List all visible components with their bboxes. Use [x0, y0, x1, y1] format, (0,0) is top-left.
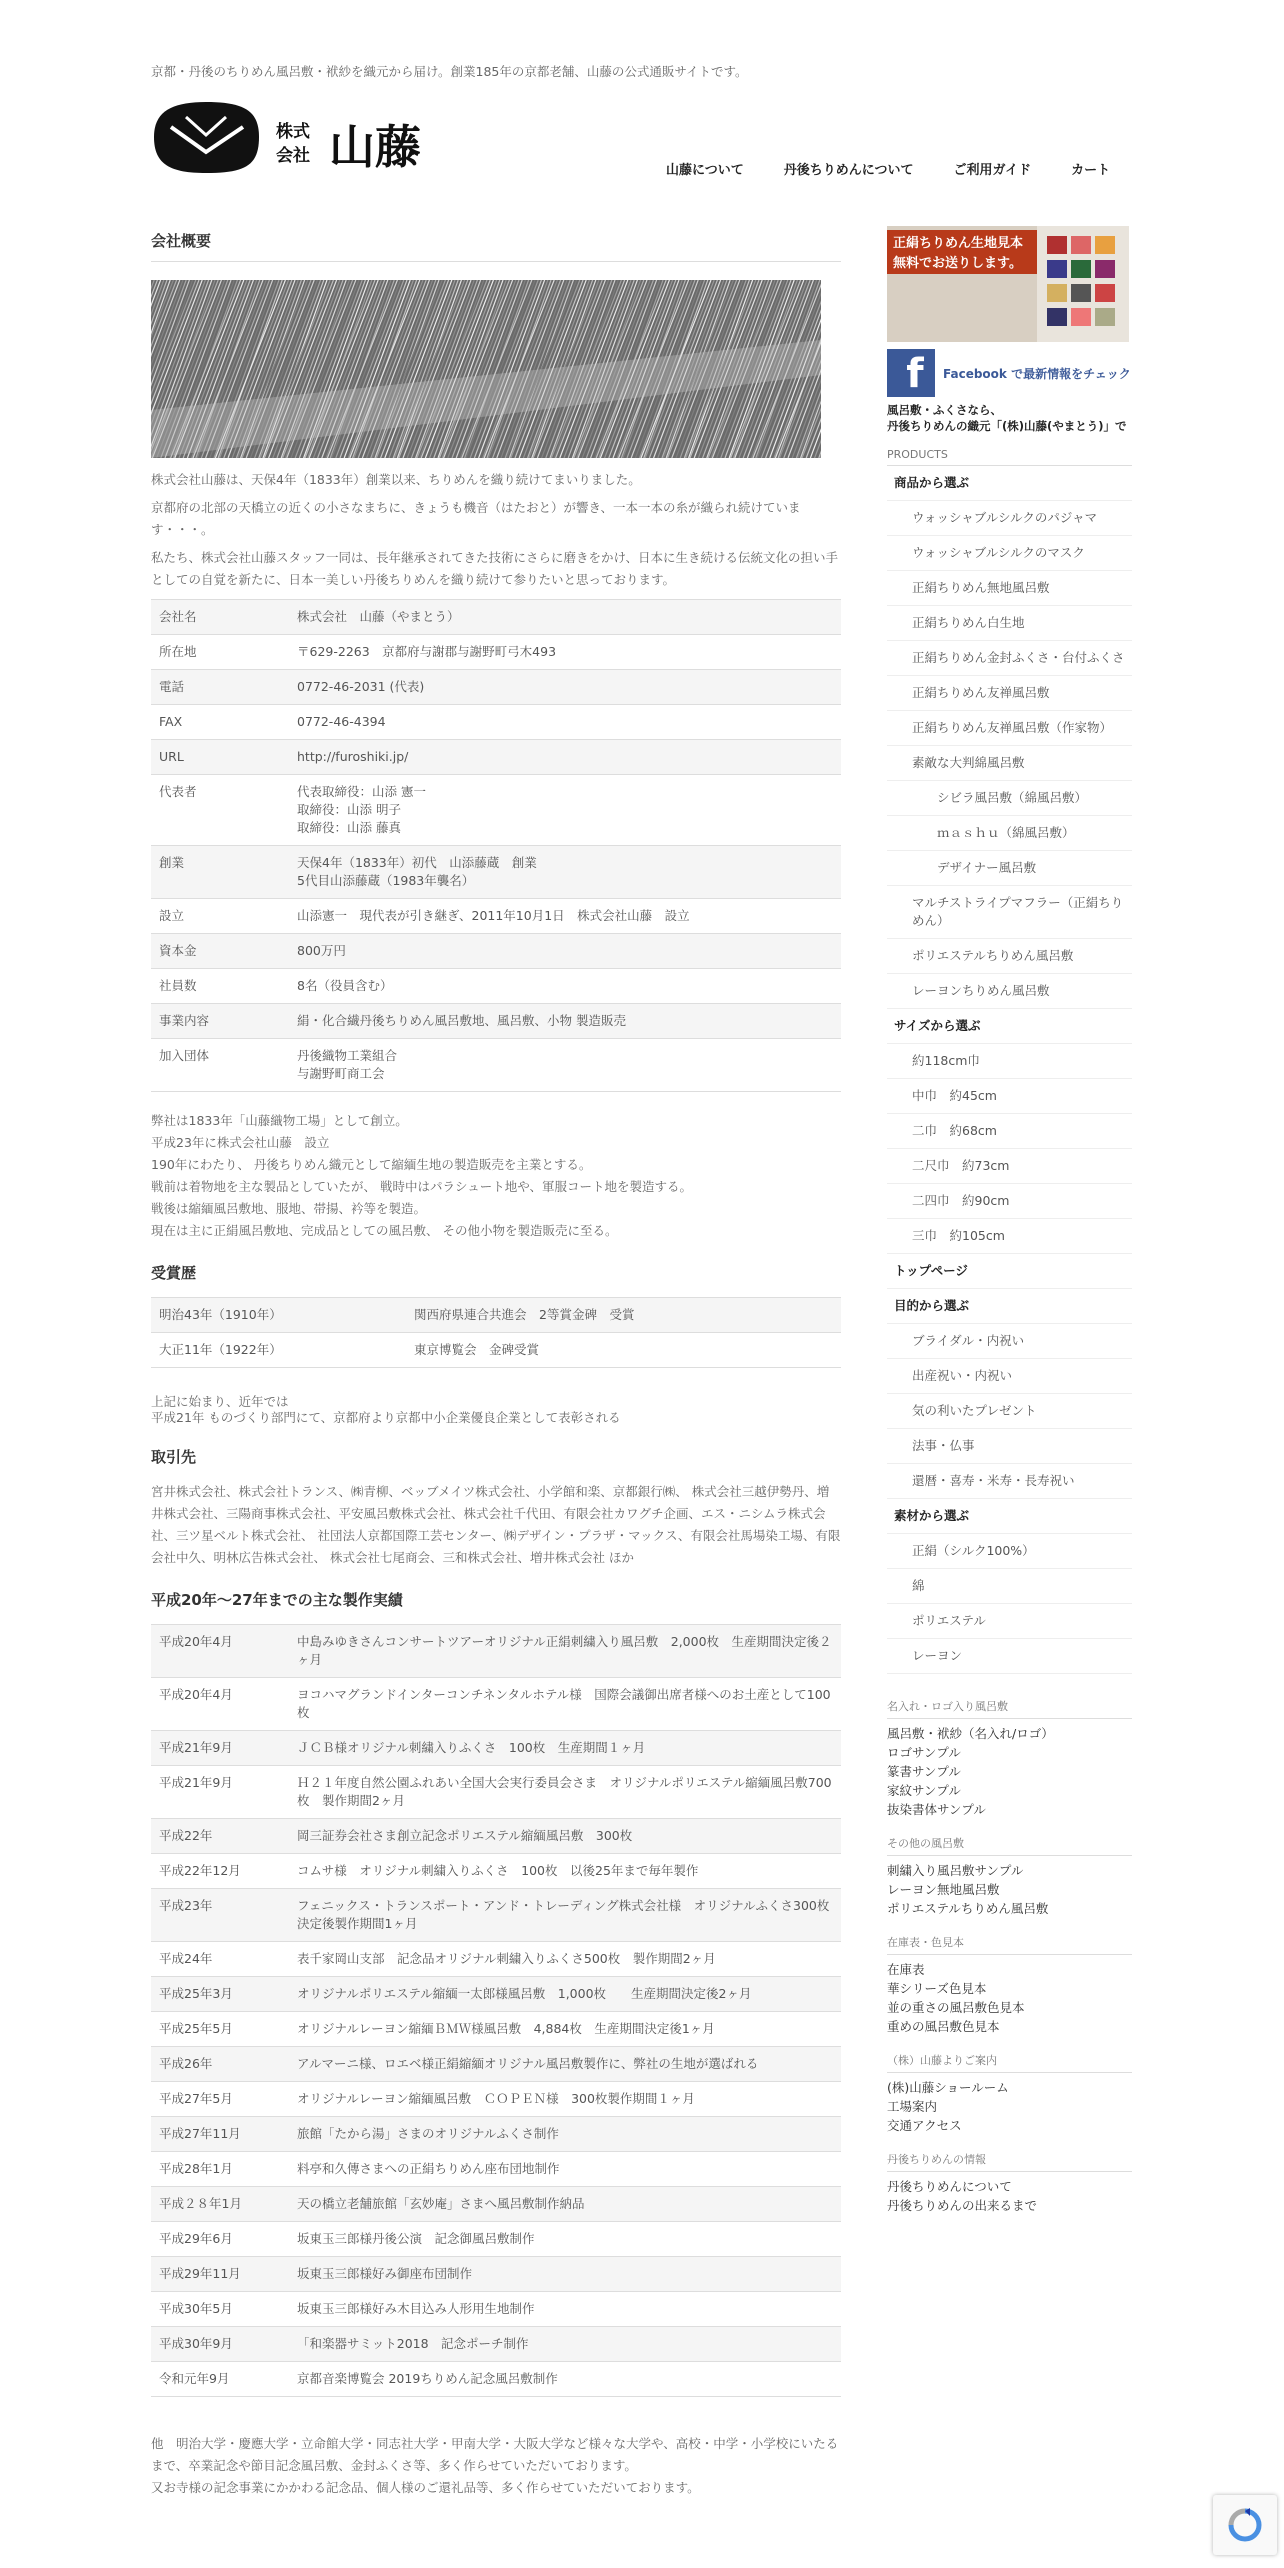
sidebar-link[interactable]: 工場案内 — [887, 2099, 938, 2114]
history-line: 190年にわたり、 丹後ちりめん織元として縮緬生地の製造販売を主業とする。 — [151, 1157, 592, 1172]
sidebar-group-list — [887, 2177, 1132, 2215]
sidebar-link[interactable]: 刺繍入り風呂敷サンプル — [887, 1863, 1024, 1878]
sidebar-group-list — [887, 1960, 1132, 2036]
row-label: 創業 — [151, 846, 289, 899]
footer-note — [151, 2433, 841, 2499]
svg-text:山藤: 山藤 — [329, 120, 421, 174]
row-label: 平成21年9月 — [151, 1766, 289, 1819]
row-label: 令和元年9月 — [151, 2362, 289, 2397]
category-item[interactable]: レーヨンちりめん風呂敷 — [887, 974, 1132, 1009]
works-heading: 平成20年～27年までの主な製作実績 — [151, 1591, 403, 1609]
row-value: 岡三証券会社さま創立記念ポリエステル縮緬風呂敷 300枚 — [289, 1819, 841, 1854]
catch-line: 丹後ちりめんの織元「(株)山藤(やまとう)」で — [887, 419, 1127, 433]
table-row — [151, 2222, 841, 2257]
table-row — [151, 705, 841, 740]
row-value: 中島みゆきさんコンサートツアーオリジナル正絹刺繍入り風呂敷 2,000枚 生産期間決定後２ヶ月 — [289, 1625, 841, 1678]
row-label: 平成27年11月 — [151, 2117, 289, 2152]
category-item[interactable]: ポリエステルちりめん風呂敷 — [887, 939, 1132, 974]
catch-line: 風呂敷・ふくさなら、 — [887, 403, 1002, 417]
table-row — [151, 1889, 841, 1942]
row-label: 平成30年5月 — [151, 2292, 289, 2327]
category-item[interactable]: ｍａｓｈｕ（綿風呂敷） — [887, 816, 1132, 851]
sidebar-group-list — [887, 2078, 1132, 2135]
intro-text: 私たち、株式会社山藤スタッフ一同は、長年継承されてきた技術にさらに磨きをかけ、日本に生き続ける伝統文化の担い手としての自覚を新たに、日本一美しい丹後ちりめんを織り続けて参りたいと思っております。 — [151, 550, 839, 587]
global-nav — [666, 159, 1110, 178]
row-value: 料亭和久傳さまへの正絹ちりめん座布団地制作 — [289, 2152, 841, 2187]
row-value: 坂東玉三郎様好み木目込み人形用生地制作 — [289, 2292, 841, 2327]
row-label: URL — [151, 740, 289, 775]
sidebar-link[interactable]: ポリエステルちりめん風呂敷 — [887, 1901, 1049, 1916]
category-heading[interactable]: トップページ — [887, 1254, 1132, 1289]
row-value: 代表取締役：山添 憲一 取締役：山添 明子 取締役：山添 藤真 — [289, 775, 841, 846]
sidebar-link[interactable]: 篆書サンプル — [887, 1764, 961, 1779]
category-heading[interactable]: 商品から選ぶ — [887, 466, 1132, 501]
category-item[interactable]: レーヨン — [887, 1639, 1132, 1674]
category-item[interactable]: シビラ風呂敷（綿風呂敷） — [887, 781, 1132, 816]
table-row — [151, 740, 841, 775]
category-item[interactable]: 正絹ちりめん金封ふくさ・台付ふくさ — [887, 641, 1132, 676]
row-label: 明治43年（1910年） — [151, 1298, 406, 1333]
row-value: 0772-46-2031 (代表) — [289, 670, 841, 705]
row-value: 0772-46-4394 — [289, 705, 841, 740]
category-item[interactable]: 三巾 約105cm — [887, 1219, 1132, 1254]
sidebar-group-list — [887, 1861, 1132, 1918]
row-value: オリジナルレーヨン縮緬風呂敷 ＣＯＰＥＮ様 300枚製作期間１ヶ月 — [289, 2082, 841, 2117]
category-item[interactable]: 素敵な大判綿風呂敷 — [887, 746, 1132, 781]
row-value: 東京博覧会 金碑受賞 — [406, 1333, 841, 1368]
row-label: 電話 — [151, 670, 289, 705]
row-value: 坂東玉三郎様丹後公演 記念御風呂敷制作 — [289, 2222, 841, 2257]
table-row — [151, 600, 841, 635]
sidebar-group-heading: その他の風呂敷 — [887, 1835, 1132, 1856]
awards-heading: 受賞歴 — [151, 1264, 197, 1282]
row-label: 平成22年12月 — [151, 1854, 289, 1889]
footer-note-line: 他 明治大学・慶應大学・立命館大学・同志社大学・甲南大学・大阪大学など様々な大学や、高校・中学・小学校にいたるまで、卒業記念や節目記念風呂敷、金封ふくさ等、多く作らせていただいております。 — [151, 2436, 839, 2473]
row-value: アルマーニ様、ロエベ様正絹縮緬オリジナル風呂敷製作に、弊社の生地が選ばれる — [289, 2047, 841, 2082]
row-label: 事業内容 — [151, 1004, 289, 1039]
row-value: ヨコハマグランドインターコンチネンタルホテル様 国際会議御出席者様へのお土産として100枚 — [289, 1678, 841, 1731]
row-value: 表千家岡山支部 記念品オリジナル刺繍入りふくさ500枚 製作期間2ヶ月 — [289, 1942, 841, 1977]
row-value: 天保4年（1833年）初代 山添藤蔵 創業 5代目山添藤蔵（1983年襲名） — [289, 846, 841, 899]
sidebar-link[interactable]: 丹後ちりめんについて — [887, 2179, 1012, 2194]
footer-note-line: 又お寺様の記念事業にかかわる記念品、個人様のご還礼品等、多く作らせていただいております。 — [151, 2480, 700, 2495]
awards-note-line: 上記に始まり、近年では — [151, 1394, 289, 1409]
intro-text: 京都府の北部の天橋立の近くの小さなまちに、きょうも機音（はたおと）が響き、一本一本の糸が織られ続けています・・・。 — [151, 500, 801, 537]
sidebar-link[interactable]: 風呂敷・袱紗（名入れ/ロゴ） — [887, 1726, 1054, 1741]
table-row — [151, 670, 841, 705]
sidebar-group-heading: 在庫表・色見本 — [887, 1934, 1132, 1955]
table-row — [151, 2152, 841, 2187]
row-value: http://furoshiki.jp/ — [289, 740, 841, 775]
row-value: 丹後織物工業組合 与謝野町商工会 — [289, 1039, 841, 1092]
table-row — [151, 1731, 841, 1766]
nav-guide[interactable]: ご利用ガイド — [953, 163, 1032, 178]
row-value: 旅館「たから湯」さまのオリジナルふくさ制作 — [289, 2117, 841, 2152]
row-label: 平成20年4月 — [151, 1625, 289, 1678]
company-history — [151, 1110, 841, 1242]
row-value: 天の橋立老舗旅館「玄妙庵」さまへ風呂敷制作納品 — [289, 2187, 841, 2222]
category-item[interactable]: デザイナー風呂敷 — [887, 851, 1132, 886]
table-row — [151, 1625, 841, 1678]
category-item[interactable]: 正絹（シルク100%） — [887, 1534, 1132, 1569]
sidebar-link[interactable]: (株)山藤ショールーム — [887, 2080, 1009, 2095]
category-heading[interactable]: 目的から選ぶ — [887, 1289, 1132, 1324]
table-row — [151, 2362, 841, 2397]
row-label: 平成２８年1月 — [151, 2187, 289, 2222]
category-item[interactable]: 出産祝い・内祝い — [887, 1359, 1132, 1394]
row-label: 資本金 — [151, 934, 289, 969]
category-item[interactable]: 気の利いたプレゼント — [887, 1394, 1132, 1429]
category-item[interactable]: 正絹ちりめん友禅風呂敷 — [887, 676, 1132, 711]
row-value: 関西府県連合共進会 2等賞金碑 受賞 — [406, 1298, 841, 1333]
row-value: 絹・化合繊丹後ちりめん風呂敷地、風呂敷、小物 製造販売 — [289, 1004, 841, 1039]
row-label: 社員数 — [151, 969, 289, 1004]
company-info-table — [151, 599, 841, 1092]
site-logo[interactable] — [151, 97, 433, 177]
table-row — [151, 2047, 841, 2082]
clients-text: 宮井株式会社、株式会社トランス、㈱青柳、ベッブメイツ株式会社、小学館和楽、京都銀行㈱、 株式会社三越伊勢丹、増井株式会社、三陽商事株式会社、平安風呂敷株式会社、株式会社千代田、有限会社カワグチ企画、エス・ニシムラ株式会社、三ツ星ベルト株式会社、 社団法人京都国際工芸センター、㈱デザイン・プラザ・マックス、有限会社馬場染工場、有限会社中久、明林広告株式会社、 株式会社七尾商会、三和株式会社、増井株式会社 ほか — [151, 1484, 841, 1565]
row-label: 平成28年1月 — [151, 2152, 289, 2187]
table-row — [151, 2327, 841, 2362]
table-row — [151, 1333, 841, 1368]
row-label: 平成23年 — [151, 1889, 289, 1942]
sidebar-group-heading: 丹後ちりめんの情報 — [887, 2151, 1132, 2172]
category-item[interactable]: 還暦・喜寿・米寿・長寿祝い — [887, 1464, 1132, 1499]
facebook-icon: f — [887, 349, 935, 397]
sidebar-link[interactable]: 在庫表 — [887, 1962, 925, 1977]
category-item[interactable]: 正絹ちりめん無地風呂敷 — [887, 571, 1132, 606]
table-row — [151, 1678, 841, 1731]
nav-about[interactable]: 山藤について — [666, 163, 744, 178]
facebook-text: Facebook で最新情報をチェック — [943, 366, 1131, 381]
row-value: 株式会社 山藤（やまとう） — [289, 600, 841, 635]
table-row — [151, 2257, 841, 2292]
sidebar-link[interactable]: 交通アクセス — [887, 2118, 962, 2133]
category-item[interactable]: ウォッシャブルシルクのパジャマ — [887, 501, 1132, 536]
row-value: 「和楽器サミット2018 記念ポーチ制作 — [289, 2327, 841, 2362]
row-label: 平成24年 — [151, 1942, 289, 1977]
row-value: オリジナルレーヨン縮緬ＢＭＷ様風呂敷 4,884枚 生産期間決定後1ヶ月 — [289, 2012, 841, 2047]
sidebar-link[interactable]: 並の重さの風呂敷色見本 — [887, 2000, 1025, 2015]
category-item[interactable]: 正絹ちりめん友禅風呂敷（作家物） — [887, 711, 1132, 746]
main-content — [151, 230, 841, 2499]
sidebar-link[interactable]: 抜染書体サンプル — [887, 1802, 986, 1817]
table-row — [151, 2012, 841, 2047]
row-label: 平成29年6月 — [151, 2222, 289, 2257]
row-value: コムサ様 オリジナル刺繍入りふくさ 100枚 以後25年まで毎年製作 — [289, 1854, 841, 1889]
row-value: ＪＣＢ様オリジナル刺繍入りふくさ 100枚 生産期間１ヶ月 — [289, 1731, 841, 1766]
row-value: オリジナルポリエステル縮緬一太郎様風呂敷 1,000枚 生産期間決定後2ヶ月 — [289, 1977, 841, 2012]
sample-banner[interactable] — [887, 226, 1129, 342]
table-row — [151, 1819, 841, 1854]
sidebar-catchcopy — [887, 402, 1132, 434]
table-row — [151, 2292, 841, 2327]
facebook-link[interactable] — [887, 348, 1132, 398]
row-label: FAX — [151, 705, 289, 740]
works-table — [151, 1624, 841, 2397]
row-label: 平成20年4月 — [151, 1678, 289, 1731]
awards-note — [151, 1394, 841, 1426]
table-row — [151, 2117, 841, 2152]
awards-table — [151, 1297, 841, 1368]
category-item[interactable]: 約118cm巾 — [887, 1044, 1132, 1079]
row-label: 会社名 — [151, 600, 289, 635]
sidebar-link[interactable]: 家紋サンプル — [887, 1783, 961, 1798]
row-label: 代表者 — [151, 775, 289, 846]
row-value: 800万円 — [289, 934, 841, 969]
sidebar-link[interactable]: ロゴサンプル — [887, 1745, 961, 1760]
category-item[interactable]: 二四巾 約90cm — [887, 1184, 1132, 1219]
table-row — [151, 1854, 841, 1889]
sidebar-link[interactable]: 丹後ちりめんの出来るまで — [887, 2198, 1038, 2213]
table-row — [151, 775, 841, 846]
category-list — [887, 466, 1132, 1674]
table-row — [151, 846, 841, 899]
table-row — [151, 1766, 841, 1819]
row-label: 平成27年5月 — [151, 2082, 289, 2117]
history-line: 戦前は着物地を主な製品としていたが、 戦時中はパラシュート地や、軍服コート地を製造する。 — [151, 1179, 692, 1194]
table-row — [151, 1039, 841, 1092]
banner-line: 正絹ちりめん生地見本 — [893, 236, 1024, 251]
category-item[interactable]: 綿 — [887, 1569, 1132, 1604]
row-value: 京都音楽博覧会 2019ちりめん記念風呂敷制作 — [289, 2362, 841, 2397]
table-row — [151, 899, 841, 934]
category-item[interactable]: ブライダル・内祝い — [887, 1324, 1132, 1359]
row-label: 平成25年3月 — [151, 1977, 289, 2012]
category-item[interactable]: 正絹ちりめん白生地 — [887, 606, 1132, 641]
category-item[interactable]: 法事・仏事 — [887, 1429, 1132, 1464]
table-row — [151, 1298, 841, 1333]
site-tagline: 京都・丹後のちりめん風呂敷・袱紗を織元から届け。創業185年の京都老舗、山藤の公式通販サイトです。 — [151, 64, 748, 79]
history-line: 平成23年に株式会社山藤 設立 — [151, 1135, 330, 1150]
category-item[interactable]: 中巾 約45cm — [887, 1079, 1132, 1114]
category-item[interactable]: マルチストライプマフラー（正絹ちりめん） — [887, 886, 1132, 939]
row-value: 〒629-2263 京都府与謝郡与謝野町弓木493 — [289, 635, 841, 670]
row-label: 平成29年11月 — [151, 2257, 289, 2292]
nav-cart[interactable]: カート — [1071, 163, 1111, 178]
table-row — [151, 1004, 841, 1039]
row-label: 平成21年9月 — [151, 1731, 289, 1766]
row-label: 平成22年 — [151, 1819, 289, 1854]
category-item[interactable]: 二巾 約68cm — [887, 1114, 1132, 1149]
banner-line: 無料でお送りします。 — [893, 256, 1022, 271]
table-row — [151, 1977, 841, 2012]
row-value: Ｈ２１年度自然公園ふれあい全国大会実行委員会さま オリジナルポリエステル縮緬風呂敷700枚 製作期間2ヶ月 — [289, 1766, 841, 1819]
row-label: 平成30年9月 — [151, 2327, 289, 2362]
category-heading[interactable]: 素材から選ぶ — [887, 1499, 1132, 1534]
history-line: 現在は主に正絹風呂敷地、完成品としての風呂敷、 その他小物を製造販売に至る。 — [151, 1223, 618, 1238]
loom-photo — [151, 280, 821, 458]
row-value: 坂東玉三郎様好み御座布団制作 — [289, 2257, 841, 2292]
svg-text:株式: 株式 — [276, 122, 310, 142]
nav-tango-chirimen[interactable]: 丹後ちりめんについて — [783, 163, 914, 178]
recaptcha-badge[interactable] — [1213, 2495, 1277, 2555]
row-value: フェニックス・トランスポート・アンド・トレーディング株式会社様 オリジナルふくさ300枚 決定後製作期間1ヶ月 — [289, 1889, 841, 1942]
category-item[interactable]: ウォッシャブルシルクのマスク — [887, 536, 1132, 571]
row-label: 平成26年 — [151, 2047, 289, 2082]
category-item[interactable]: 二尺巾 約73cm — [887, 1149, 1132, 1184]
sidebar-link[interactable]: レーヨン無地風呂敷 — [887, 1882, 1000, 1897]
table-row — [151, 1942, 841, 1977]
table-row — [151, 2187, 841, 2222]
row-value: 8名（役員含む） — [289, 969, 841, 1004]
svg-text:会社: 会社 — [276, 146, 310, 166]
products-heading: PRODUCTS — [887, 448, 1132, 466]
table-row — [151, 2082, 841, 2117]
sidebar — [887, 226, 1132, 2215]
row-label: 平成25年5月 — [151, 2012, 289, 2047]
clients-heading: 取引先 — [151, 1448, 197, 1466]
sidebar-link[interactable]: 華シリーズ色見本 — [887, 1981, 987, 1996]
category-heading[interactable]: サイズから選ぶ — [887, 1009, 1132, 1044]
sidebar-group-heading: （株）山藤よりご案内 — [887, 2052, 1132, 2073]
category-item[interactable]: ポリエステル — [887, 1604, 1132, 1639]
sidebar-groups — [887, 1698, 1132, 2215]
recaptcha-icon — [1228, 2508, 1262, 2542]
row-label: 設立 — [151, 899, 289, 934]
awards-note-line: 平成21年 ものづくり部門にて、京都府より京都中小企業優良企業として表彰される — [151, 1410, 621, 1425]
sidebar-group-list — [887, 1724, 1132, 1819]
row-label: 大正11年（1922年） — [151, 1333, 406, 1368]
row-label: 加入団体 — [151, 1039, 289, 1092]
row-label: 所在地 — [151, 635, 289, 670]
table-row — [151, 934, 841, 969]
row-value: 山添憲一 現代表が引き継ぎ、2011年10月1日 株式会社山藤 設立 — [289, 899, 841, 934]
intro-text: 株式会社山藤は、天保4年（1833年）創業以来、ちりめんを織り続けてまいりました。 — [151, 472, 641, 487]
table-row — [151, 969, 841, 1004]
table-row — [151, 635, 841, 670]
page-title: 会社概要 — [151, 230, 841, 262]
history-line: 弊社は1833年「山藤織物工場」として創立。 — [151, 1113, 408, 1128]
sidebar-link[interactable]: 重めの風呂敷色見本 — [887, 2019, 1000, 2034]
history-line: 戦後は縮緬風呂敷地、服地、帯揚、衿等を製造。 — [151, 1201, 427, 1216]
sidebar-group-heading: 名入れ・ロゴ入り風呂敷 — [887, 1698, 1132, 1719]
